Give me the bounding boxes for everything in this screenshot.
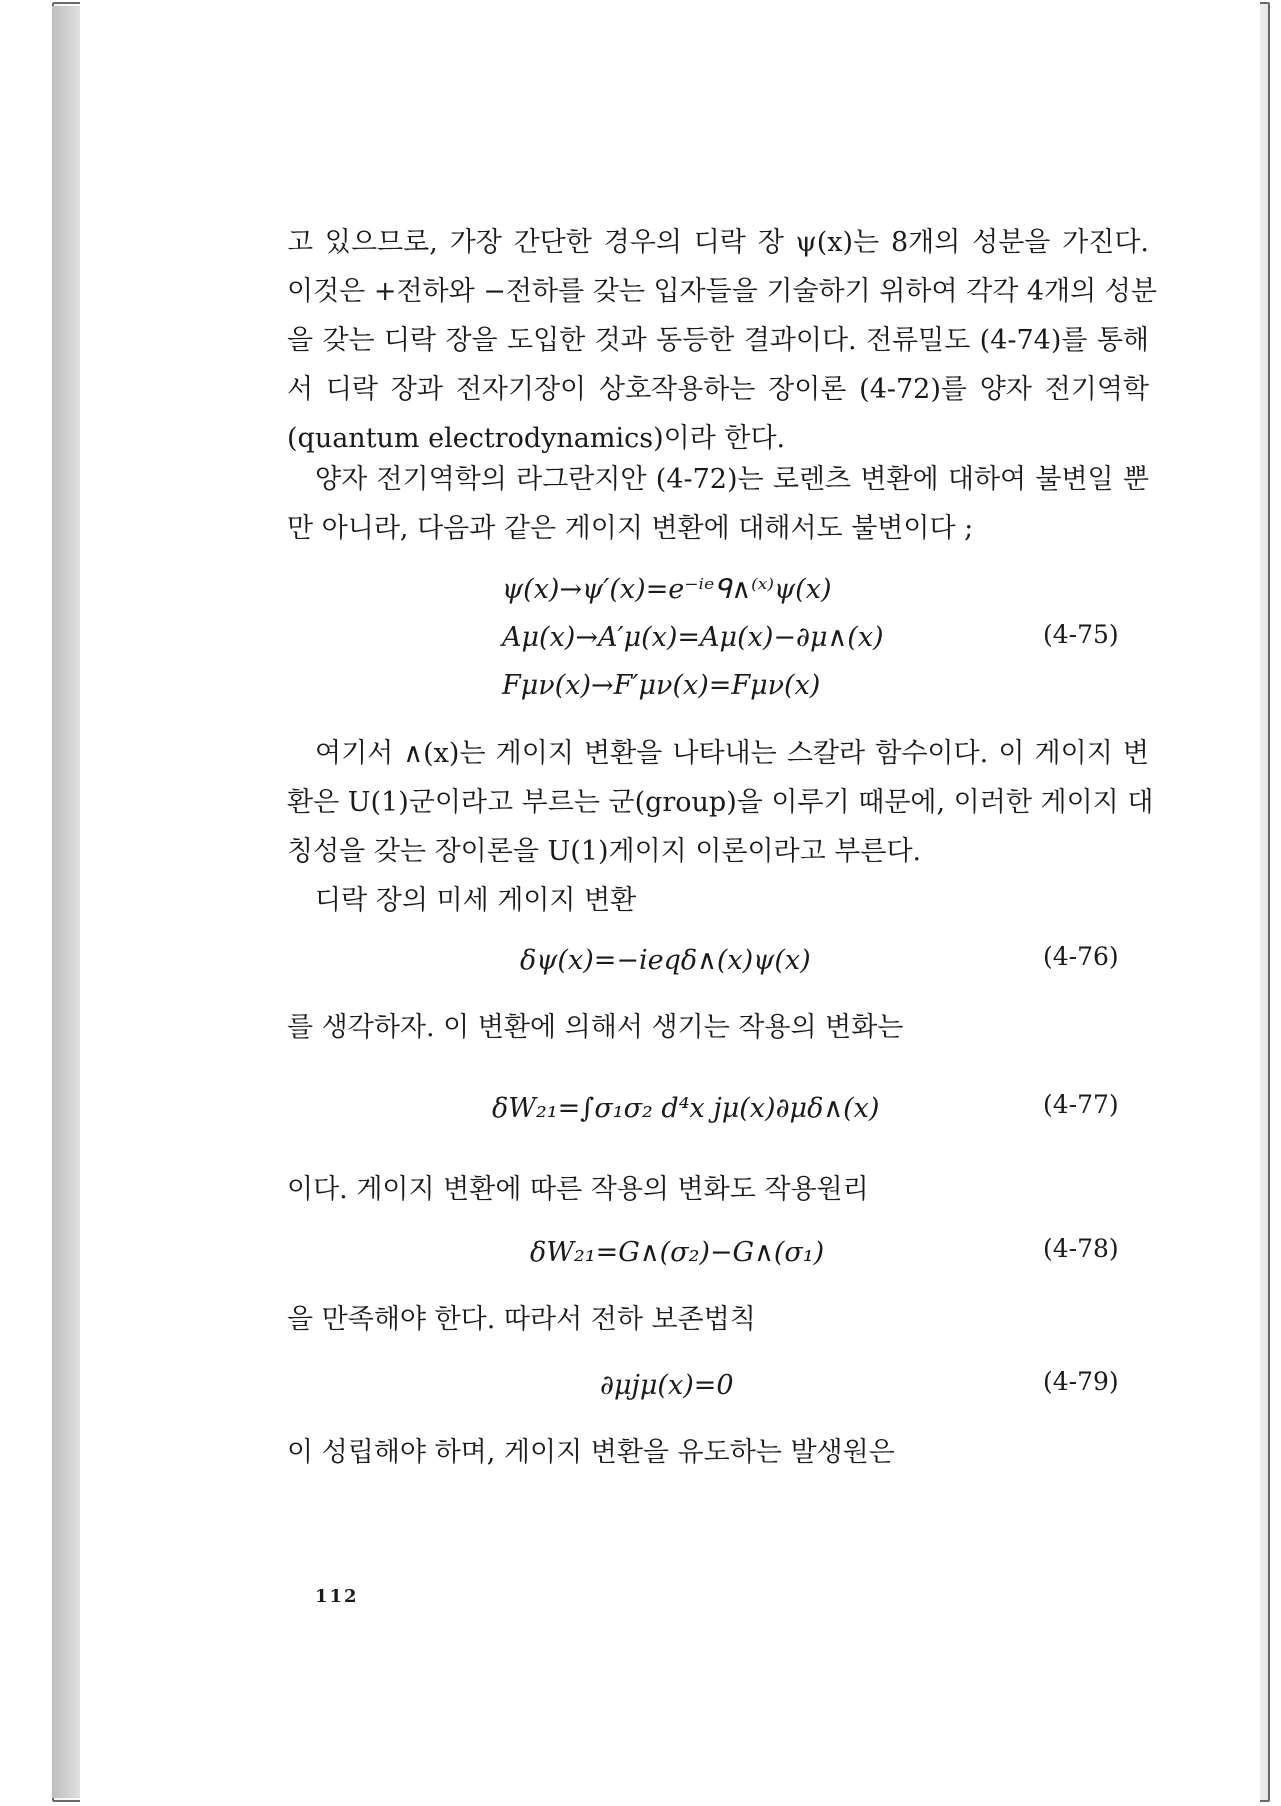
equation-number: (4-78) [1043, 1234, 1119, 1263]
equation-line: Aμ(x)→A′μ(x)=Aμ(x)−∂μ∧(x) [502, 622, 884, 653]
page-edge [52, 6, 83, 1798]
paragraph-5 [287, 1003, 1149, 1052]
text-line: 이것은 +전하와 −전하를 갖는 입자들을 기술하기 위하여 각각 4개의 성분 [287, 276, 1157, 307]
text-line: (quantum electrodynamics)이라 한다. [287, 423, 786, 454]
equation-4-75 [502, 566, 884, 710]
equation-number: (4-79) [1043, 1367, 1119, 1396]
text-line: 이다. 게이지 변환에 따른 작용의 변화도 작용원리 [287, 1174, 869, 1205]
equation-4-79: ∂μjμ(x)=0 [600, 1370, 734, 1401]
paragraph-1 [287, 218, 1157, 463]
text-line: 여기서 ∧(x)는 게이지 변환을 나타내는 스칼라 함수이다. 이 게이지 변 [315, 738, 1149, 769]
text-line: 칭성을 갖는 장이론을 U(1)게이지 이론이라고 부른다. [287, 836, 922, 867]
page-number: 112 [315, 1586, 359, 1607]
paragraph-8 [287, 1428, 1149, 1477]
paragraph-2 [287, 455, 1149, 553]
text-line: 이 성립해야 하며, 게이지 변환을 유도하는 발생원은 [287, 1437, 895, 1468]
paragraph-4 [287, 876, 1149, 925]
paragraph-3 [287, 729, 1154, 876]
equation-line: Fμν(x)→F′μν(x)=Fμν(x) [502, 670, 821, 701]
equation-4-78: δW₂₁=G∧(σ₂)−G∧(σ₁) [530, 1237, 825, 1268]
text-line: 만 아니라, 다음과 같은 게이지 변환에 대해서도 불변이다 ; [287, 513, 974, 544]
text-line: 양자 전기역학의 라그란지안 (4-72)는 로렌츠 변환에 대하여 불변일 뿐 [315, 464, 1149, 495]
text-line: 을 갖는 디락 장을 도입한 것과 동등한 결과이다. 전류밀도 (4-74)를 통해 [287, 325, 1149, 356]
paragraph-6 [287, 1165, 1149, 1214]
text-line: 서 디락 장과 전자기장이 상호작용하는 장이론 (4-72)를 양자 전기역학 [287, 374, 1149, 405]
equation-number: (4-75) [1043, 620, 1119, 649]
text-line: 디락 장의 미세 게이지 변환 [315, 885, 637, 916]
text-line: 환은 U(1)군이라고 부르는 군(group)을 이루기 때문에, 이러한 게이지 대 [287, 787, 1154, 818]
text-line: 을 만족해야 한다. 따라서 전하 보존법칙 [287, 1304, 756, 1335]
equation-4-77: δW₂₁=∫σ₁σ₂ d⁴x jμ(x)∂μδ∧(x) [492, 1093, 880, 1124]
equation-line: ψ(x)→ψ′(x)=e⁻ⁱᵉᑫ∧⁽ˣ⁾ψ(x) [502, 574, 832, 605]
equation-4-76: δψ(x)=−ieqδ∧(x)ψ(x) [520, 945, 811, 976]
text-line: 고 있으므로, 가장 간단한 경우의 디락 장 ψ(x)는 8개의 성분을 가진다. [287, 227, 1149, 258]
text-line: 를 생각하자. 이 변환에 의해서 생기는 작용의 변화는 [287, 1012, 904, 1043]
paragraph-7 [287, 1295, 1149, 1344]
equation-number: (4-76) [1043, 942, 1119, 971]
equation-number: (4-77) [1043, 1090, 1119, 1119]
